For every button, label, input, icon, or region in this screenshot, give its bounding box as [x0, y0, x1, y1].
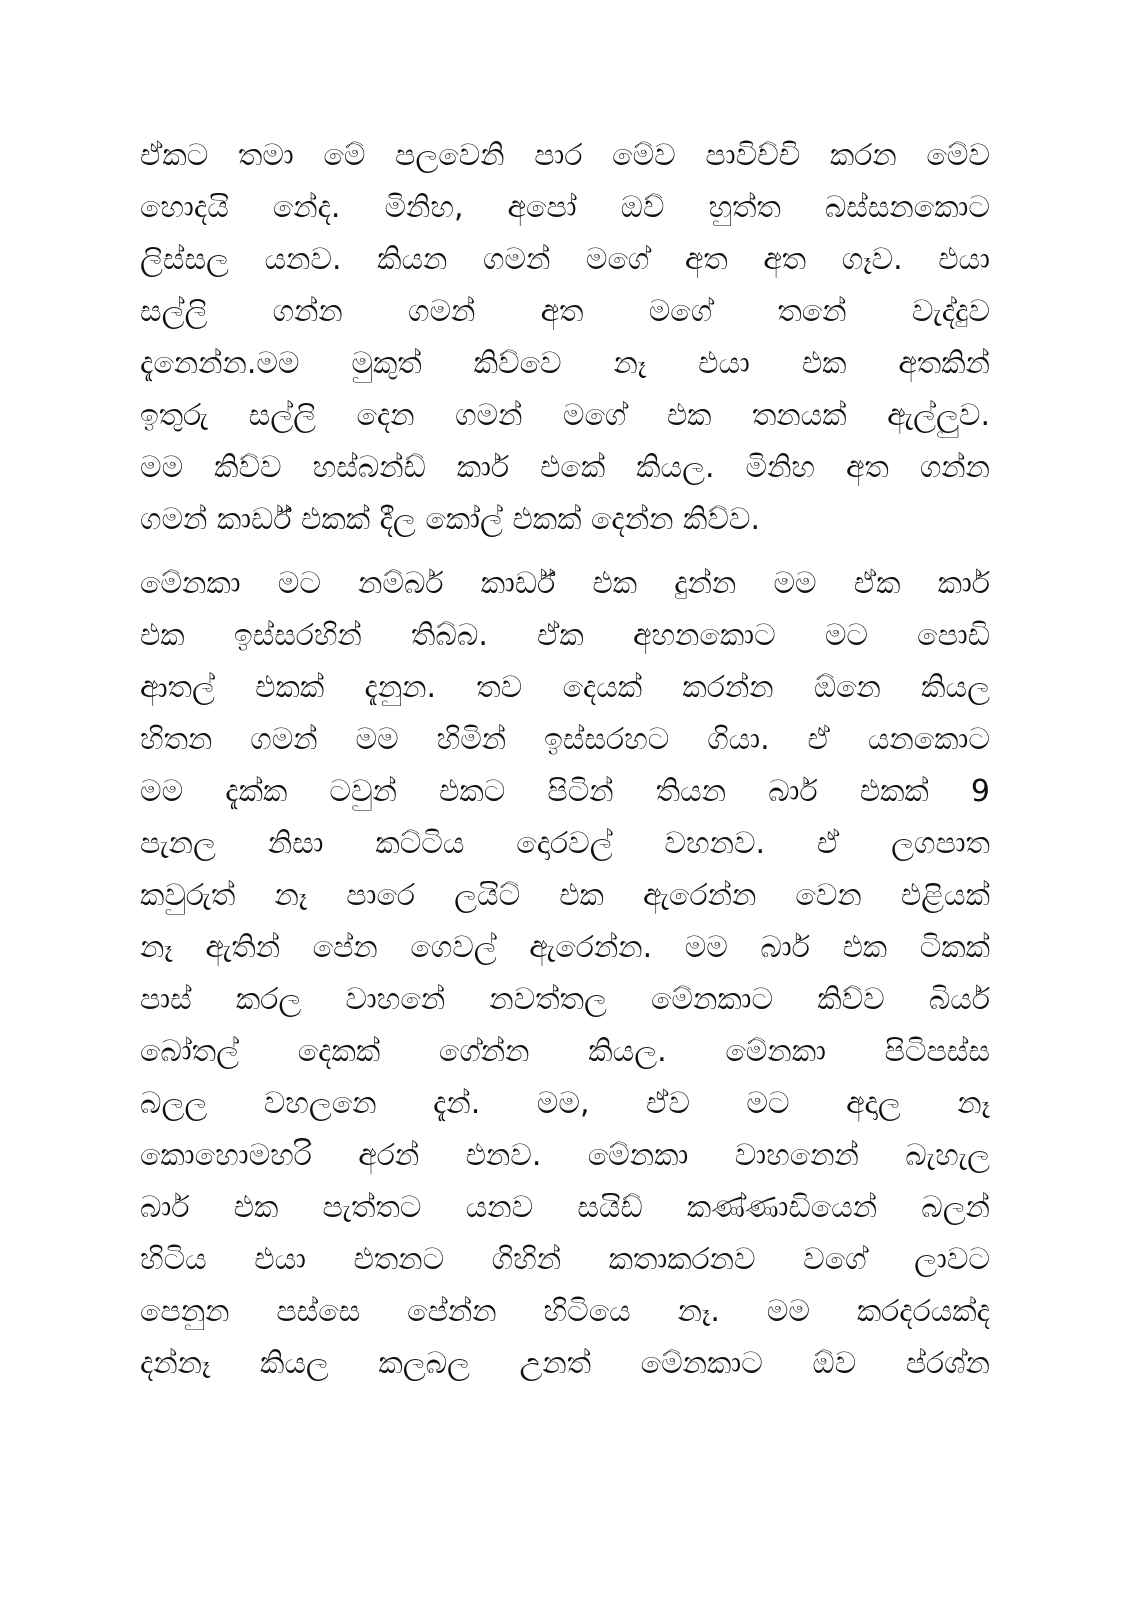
text-line: දැනෙන්න.මම මුකුත් කිව්වෙ නෑ එයා එක අතකින් — [140, 346, 990, 381]
text-line: කවුරුත් නෑ පාරෙ ලයිට් එක ඇරෙන්න වෙන එළියක් — [140, 878, 990, 913]
text-line: මේනකා මට නම්බර් කාර්ඩ් එක දුන්න මම ඒක කාර් — [140, 566, 990, 601]
paragraph-spacer — [140, 546, 990, 558]
text-line: ඒකට තමා මේ පලවෙනි පාර මේව පාවිච්චි කරන මේව — [140, 138, 990, 173]
document-page — [140, 130, 990, 1390]
text-line: නෑ ඇතින් පේන ගෙවල් ඇරෙන්න. මම බාර් එක ටිකක් — [140, 930, 990, 965]
text-line: මම දැක්ක ටවුන් එකට පිටින් තියන බාර් එකක් 9 — [140, 774, 990, 809]
text-line: දන්නෑ කියල කලබල උනත් මේනකාට ඕව ප්රශ්න — [140, 1346, 990, 1381]
text-line: බලල වහලනෙ දැන්. මම, ඒව මට අදාල නෑ — [140, 1086, 990, 1121]
text-line: පාස් කරල වාහනේ නවත්තල මේනකාට කිව්ව බියර් — [140, 982, 990, 1017]
text-line: ගමන් කාර්ඩ් එකක් දීල කෝල් එකක් දෙන්න කිව්ව. — [140, 502, 761, 537]
text-line: ඉතුරු සල්ලි දෙන ගමන් මගේ එක තනයක් ඇල්ලුව. — [140, 398, 990, 433]
text-line: ආතල් එකක් දැනුන. තව දෙයක් කරන්න ඕනෙ කියල — [140, 670, 990, 705]
text-line: බාර් එක පැත්තට යනව සයිඩ් කණ්ණාඩියෙන් බලන් — [140, 1190, 990, 1225]
text-line: පෙනුන පස්සෙ පේන්න හිටියෙ නෑ. මම කරදරයක්ද — [140, 1294, 990, 1329]
text-line: ලිස්සල යනව. කියන ගමන් මගේ අත අත ගෑව. එයා — [140, 242, 990, 277]
text-line: මම කිව්ව හස්බන්ඩ් කාර් එකේ කියල. මිනිහ අත ගන්න — [140, 450, 990, 485]
text-line: බෝතල් දෙකක් ගේන්න කියල. මේනකා පිටිපස්ස — [140, 1034, 990, 1069]
text-line: හිතන ගමන් මම හිමින් ඉස්සරහට ගියා. ඒ යනකොට — [140, 722, 990, 757]
paragraph-1 — [140, 130, 990, 546]
text-line: පැනල නිසා කට්ටිය දොරවල් වහනව. ඒ ලගපාත — [140, 826, 990, 861]
text-line: හිටිය එයා එතනට ගිහින් කතාකරනව වගේ ලාවට — [140, 1242, 990, 1277]
text-line: එක ඉස්සරහින් තිබ්බ. ඒක අහනකොට මට පොඩි — [140, 618, 990, 653]
text-line: හොදයි නේද. මිනිහ, අපෝ ඔව් හුත්ත බස්සනකොට — [140, 190, 990, 225]
paragraph-2 — [140, 558, 990, 1390]
text-line: සල්ලි ගන්න ගමන් අත මගේ තනේ වැද්දුව — [140, 294, 990, 329]
text-line: කොහොමහරි අරන් එනව. මේනකා වාහනෙන් බැහැල — [140, 1138, 990, 1173]
